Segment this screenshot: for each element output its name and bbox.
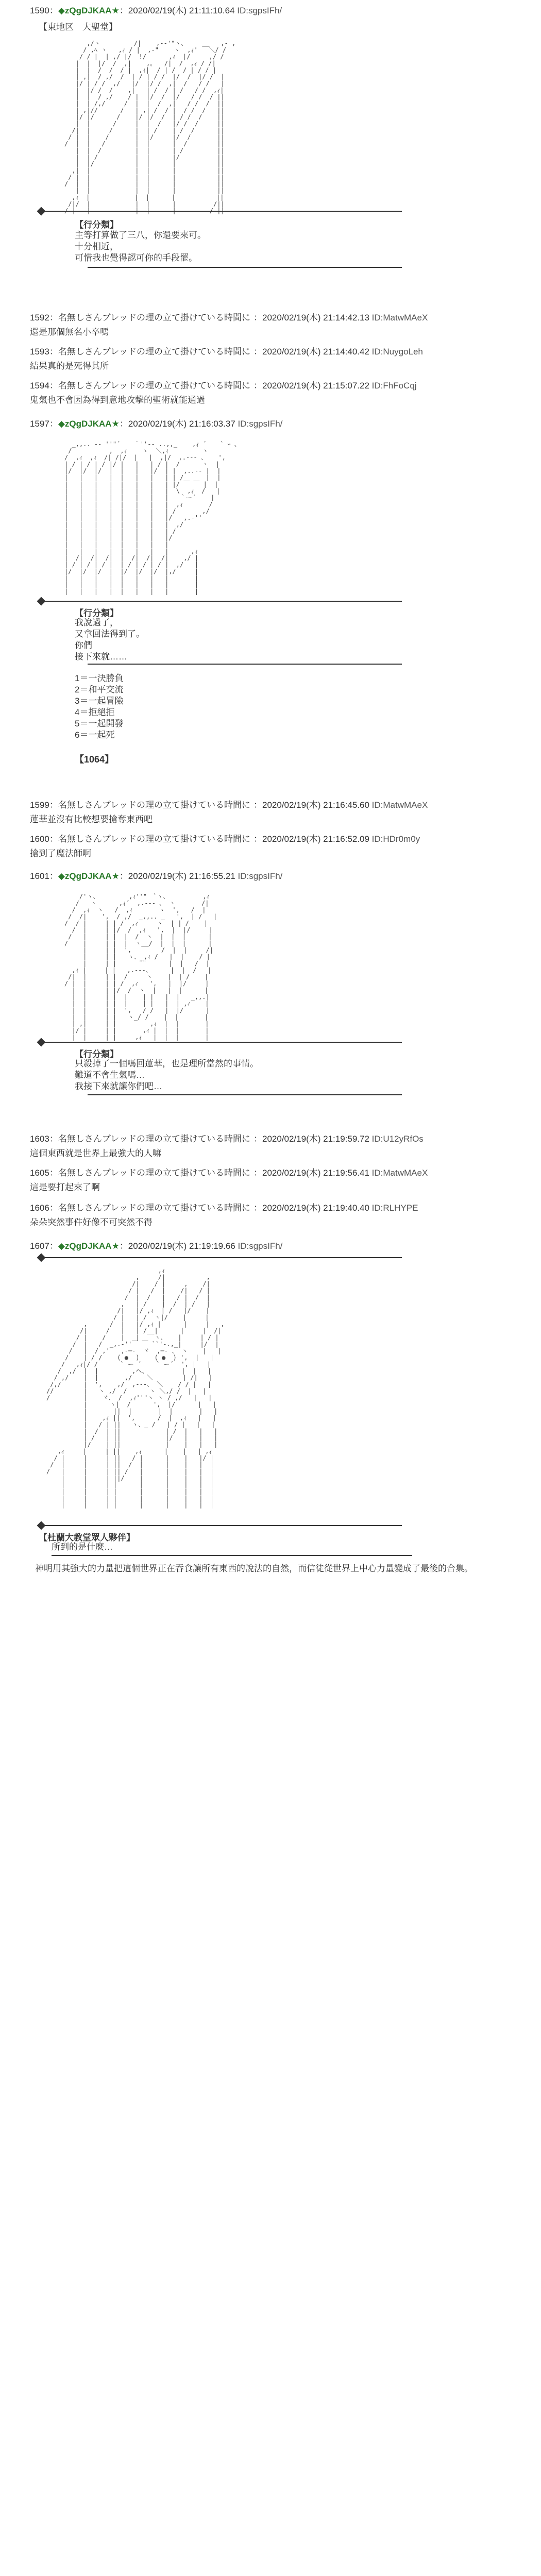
dialogue-line: 只殺掉了一個嗎回蓮華，也是理所當然的事情。 (75, 1059, 259, 1069)
post-header (30, 3, 282, 16)
post-body: 蓮華並沒有比較想要搶奪東西吧 (30, 815, 153, 824)
post-number[interactable]: 1590： (30, 6, 58, 15)
poster-name: ◆zQgDJKAA★ (58, 6, 120, 15)
post-number[interactable]: 1597： (30, 419, 58, 429)
divider (88, 664, 402, 665)
divider-ornament (37, 1038, 46, 1047)
divider-ornament (37, 1253, 46, 1262)
post-number[interactable]: 1605： (30, 1168, 58, 1178)
post-body: 這是要打起來了啊 (30, 1182, 100, 1192)
poster-id[interactable]: ID:U12yRfOs (371, 1134, 424, 1144)
post-header (30, 869, 282, 882)
poster-id[interactable]: ID:sgpsIFh/ (238, 1241, 283, 1251)
poster-id[interactable]: ID:MatwMAeX (371, 313, 428, 323)
poster-id[interactable]: ID:HDr0m0y (371, 834, 420, 844)
dialogue-line: 難道不會生氣嗎… (75, 1070, 145, 1080)
divider (41, 211, 402, 212)
post-date: ：2020/02/19(木) 21:19:19.66 (119, 1241, 235, 1251)
post-date: ：2020/02/19(木) 21:14:40.42 (253, 347, 369, 357)
poster-name: 名無しさんブレッドの理の立て掛けている時間に (58, 381, 250, 391)
divider (88, 1094, 402, 1095)
divider (41, 1042, 402, 1043)
dialogue-line: 可惜我也覺得認可你的手段罷。 (75, 253, 197, 263)
post-body: 朵朵突然事件好像不可突然不得 (30, 1217, 153, 1227)
post-header (30, 1200, 418, 1213)
poster-name: ◆zQgDJKAA★ (58, 871, 120, 881)
choice-item: 2＝和平交流 (75, 685, 124, 694)
post-date: ：2020/02/19(木) 21:16:03.37 (119, 419, 235, 429)
post-number[interactable]: 1599： (30, 800, 58, 810)
dialogue-line: 我接下來就讓你們吧… (75, 1081, 162, 1091)
divider (88, 267, 402, 268)
post-body: 還是那個無名小卒嗎 (30, 327, 109, 337)
divider-ornament (37, 1521, 46, 1530)
post-number[interactable]: 1594： (30, 381, 58, 391)
divider (41, 601, 402, 602)
choice-item: 1＝一決勝負 (75, 673, 124, 683)
divider (52, 1555, 412, 1556)
post-number[interactable]: 1607： (30, 1241, 58, 1251)
dialogue-lines (75, 1058, 259, 1092)
dialogue-line: 又拿回法得到了。 (75, 629, 145, 639)
post-number[interactable]: 1603： (30, 1134, 58, 1144)
post-date: ：2020/02/19(木) 21:19:40.40 (253, 1203, 369, 1213)
dialogue-line: 十分相近， (75, 242, 119, 251)
ascii-art: ,ｨ , /| , /| / | , /| / | / | /| / | / | / | / | / | , | / | / | / | /| |/ ,ｨ | / |/ | / | | / ヽ|/ | | , / | |/ ,ｨ | | | , /| / | | /__| | | /| / | / | | ヽ、 | | / | / | / _,.-''￣ ￣ ``'-.,_| |/ | / | / ,' ,-─- ヾ ,─- 、 ヽ | | / | / / ( ● ) ( ● ) ', | | / ,ｨ|/ / ` ー ´ ` ー´ ', | | / ,/ | | ,ヘ、 | | | / ,/ | | ,/ ＼ | /| | /,/ | ', ,/ ,-‐-、 ＼ / / | | // | ヽ ,/ / ヽ ＼,/ / | | / | ヾ、 / ,ｨ''"ヽ ヽ / ,/ | | | ヽ| / ', |/ | | | || | | | | | | ,ｨ || ', / | ,ｨ | | | / | || ヽ、_ / | / | | | | / | || | / | | | | / | || |/ | | | |/ | || | | | | ,ｨ | | || ,ｨ | | | ,ｨ / | | | || / | | | |/ | / | | | || / | | | | | / | | | || / | | | | | | | | ||/ | | | | | | | | | | | | | | | | | | | | | | | | | | | | | | | | | | | | | | | | | (46, 1267, 225, 1509)
post-header (30, 416, 282, 429)
post-header (30, 310, 428, 323)
post-body: 結果真的是死得其所 (30, 361, 109, 371)
poster-id[interactable]: ID:NuygoLeh (371, 347, 423, 357)
choice-item: 5＝一起開發 (75, 719, 124, 728)
poster-name: 名無しさんブレッドの理の立て掛けている時間に (58, 1203, 250, 1213)
poster-id[interactable]: ID:MatwMAeX (371, 800, 428, 810)
post-body: 搶到了魔法師啊 (30, 849, 91, 858)
poster-name: 名無しさんブレッドの理の立て掛けている時間に (58, 347, 250, 357)
poster-name: ◆zQgDJKAA★ (58, 419, 120, 429)
post-header (30, 378, 417, 391)
poster-id[interactable]: ID:sgpsIFh/ (238, 419, 283, 429)
post-tag: 【杜蘭大教堂眾人夥伴】 (39, 1533, 135, 1543)
post-header (30, 1165, 428, 1178)
dialogue-lines (75, 230, 206, 264)
ascii-art: ,/ヽ /| ,-‐'"ヽ、 __ ,- , / ,ﾍ ヽ ,ｨ / | ,‐" ヽ ,ｨ' ＼/ / / / | | ,/ |/ !/ ,ｨ |/ ,/ / | | |/ / ,| ,｡ /| / ,ｨ / /| | | / / / | ,ｨ| / | / / | / / | | ,| / ,/ / | / | / / |/ / |/ / | |/ | / / ,/ |/ |/ / ,| / / / | | |/ / / ,| | / / | / / / ,ｨ| | | / ,/ / | |/ / |/ / / / || | | /,/ / | | / ,| / / / || | ,|// / | ,| / / | / / / || |/ |/ / |/ |/ / | / / / || | | / | | / |/ / / || /| | / | | / | / / || / | | / | |/ |/ / || / | | / | | | / || | | / | | | / || | | / | | |/ || | |/ | | | || ,| | | | | || / | | | | | || / | | | | | || | | | | | || ,ｨ | | | | || /|/ | | | | /|| (64, 40, 236, 208)
poster-id[interactable]: ID:sgpsIFh/ (237, 6, 282, 15)
post-tag: 【行分類】 (75, 1049, 119, 1059)
post-date: ：2020/02/19(木) 21:14:42.13 (253, 313, 369, 323)
post-body: 這個東西就是世界上最強大的人嘛 (30, 1148, 161, 1158)
ascii-art: /'ヽ、 ,ｨ''"￣`ヽ、 ,ｨ / ヽ ,ｨ´ ,.-‐- 、 ヽ /| / ,ｨ ヽ / ,ｨ ヽ ', / | / /| ', / ,/ _,,.. _ ', | / | / / | | | / ,ｨ ヽ | | / | / | | |/ / ,ｨ ', | |/ | / | | | | / ヽ | | | | / | | | | ヽ__/ | | | | | | | ', / | | /| | | | ヽ、_,ｨ / | | / | | | | ¨¨ | | / | ,ｨ | | | ,.-‐-、 | | / | /| | | | / ヽ | | / | / | | | | / ,ｨ ', | |/ | | | | |/ / ヽ | | | | | | | | | | | | | _,,.| | | | | | | | | | ,ｨ | | | | | ', / / | |/ | | | | | ヽ_/ / | | | | ,| | | ,ｨ | | | |/ | | | ,ｨ | | | | | | | | ,ｨ | | | | (64, 893, 217, 1041)
post-number[interactable]: 1592： (30, 313, 58, 323)
poster-id[interactable]: ID:FhFoCqj (371, 381, 417, 391)
dialogue-line: 主等打算做了三八，你還要來可。 (75, 230, 206, 240)
choice-item: 4＝拒絕拒 (75, 707, 115, 717)
divider-ornament (37, 207, 46, 216)
poster-id[interactable]: ID:MatwMAeX (371, 1168, 428, 1178)
poster-id[interactable]: ID:sgpsIFh/ (238, 871, 283, 881)
poster-name: ◆zQgDJKAA★ (58, 1241, 120, 1251)
post-date: ：2020/02/19(木) 21:15:07.22 (253, 381, 369, 391)
post-tag: 【行分類】 (75, 608, 119, 618)
location-label: 【東地区 大聖堂】 (39, 22, 117, 32)
post-number[interactable]: 1600： (30, 834, 58, 844)
choice-item: 3＝一起冒險 (75, 696, 124, 706)
vote-count: 【1064】 (75, 754, 114, 765)
narration-text: 神明用其強大的力量把這個世界正在吞食讓所有東西的說法的自然，而信徒從世界上中心力量變成了最後的合集。 (35, 1564, 473, 1573)
divider (41, 1525, 402, 1526)
poster-name: 名無しさんブレッドの理の立て掛けている時間に (58, 1134, 250, 1144)
post-body: 鬼氣也不會因為得到意地攻擊的聖術就能通過 (30, 395, 205, 405)
post-tag: 【行分類】 (75, 220, 119, 230)
ascii-art: _,,.. -‐ ''"´ ￣ ｀''‐- ..,,_ ,ｨ ´ ￣ ` ｰ 、 / , ,ｨ ヽ ＼,ｨ ヽ / ,ｨ ,ｨ /| /|/ | | ,|/ ,.-‐- 、 ', | / | / | / |/ | | | / | / ヽ | |/ |/ |/ | | | |/ | | ,..-‐ | | | | | | | | | | | / | | | | | | | | | | |/ ￣ ￣ | | | | | | | | | | \ ,ｨ / | | | | | | | | | ｀ー´ | | | | | | | | | ,ｨ / | | | | | | | | / ,/ | | | | | | | |/ ,.-'' | | | | | | | | ,/ | | | | | | | | / | | | | | | | |/ | | | | | | | | | | | | | | | | ,ｨ | /| /| /| | /| /| /| ,/ | | / | / | / | | / | / | / | ,/ | |/ |/ |/ | |/ |/ |/ |,/ | | | | | | | | | | | | | | | | | | | | | | | | | | | | (64, 441, 241, 595)
poster-id[interactable]: ID:RLHYPE (371, 1203, 418, 1213)
post-number[interactable]: 1606： (30, 1203, 58, 1213)
choice-list (75, 673, 123, 741)
post-header (30, 1239, 282, 1251)
poster-name: 名無しさんブレッドの理の立て掛けている時間に (58, 1168, 250, 1178)
choice-item: 6＝一起死 (75, 730, 115, 740)
divider-ornament (37, 597, 46, 606)
post-date: ：2020/02/19(木) 21:11:10.64 (119, 6, 235, 15)
post-date: ：2020/02/19(木) 21:19:59.72 (253, 1134, 369, 1144)
post-date: ：2020/02/19(木) 21:19:56.41 (253, 1168, 369, 1178)
dialogue-line: 所到的是什麼… (52, 1542, 113, 1552)
divider (41, 1257, 402, 1258)
post-number[interactable]: 1601： (30, 871, 58, 881)
post-header (30, 798, 428, 810)
poster-name: 名無しさんブレッドの理の立て掛けている時間に (58, 313, 250, 323)
dialogue-line: 接下來就…… (75, 652, 127, 662)
poster-name: 名無しさんブレッドの理の立て掛けている時間に (58, 834, 250, 844)
post-date: ：2020/02/19(木) 21:16:55.21 (119, 871, 235, 881)
dialogue-line: 你們 (75, 640, 92, 650)
dialogue-lines (52, 1541, 113, 1553)
post-number[interactable]: 1593： (30, 347, 58, 357)
dialogue-line: 我說過了， (75, 618, 119, 628)
post-date: ：2020/02/19(木) 21:16:45.60 (253, 800, 369, 810)
post-header (30, 1131, 424, 1144)
post-header (30, 832, 420, 844)
post-date: ：2020/02/19(木) 21:16:52.09 (253, 834, 369, 844)
post-header (30, 344, 423, 357)
poster-name: 名無しさんブレッドの理の立て掛けている時間に (58, 800, 250, 810)
dialogue-lines (75, 617, 145, 663)
